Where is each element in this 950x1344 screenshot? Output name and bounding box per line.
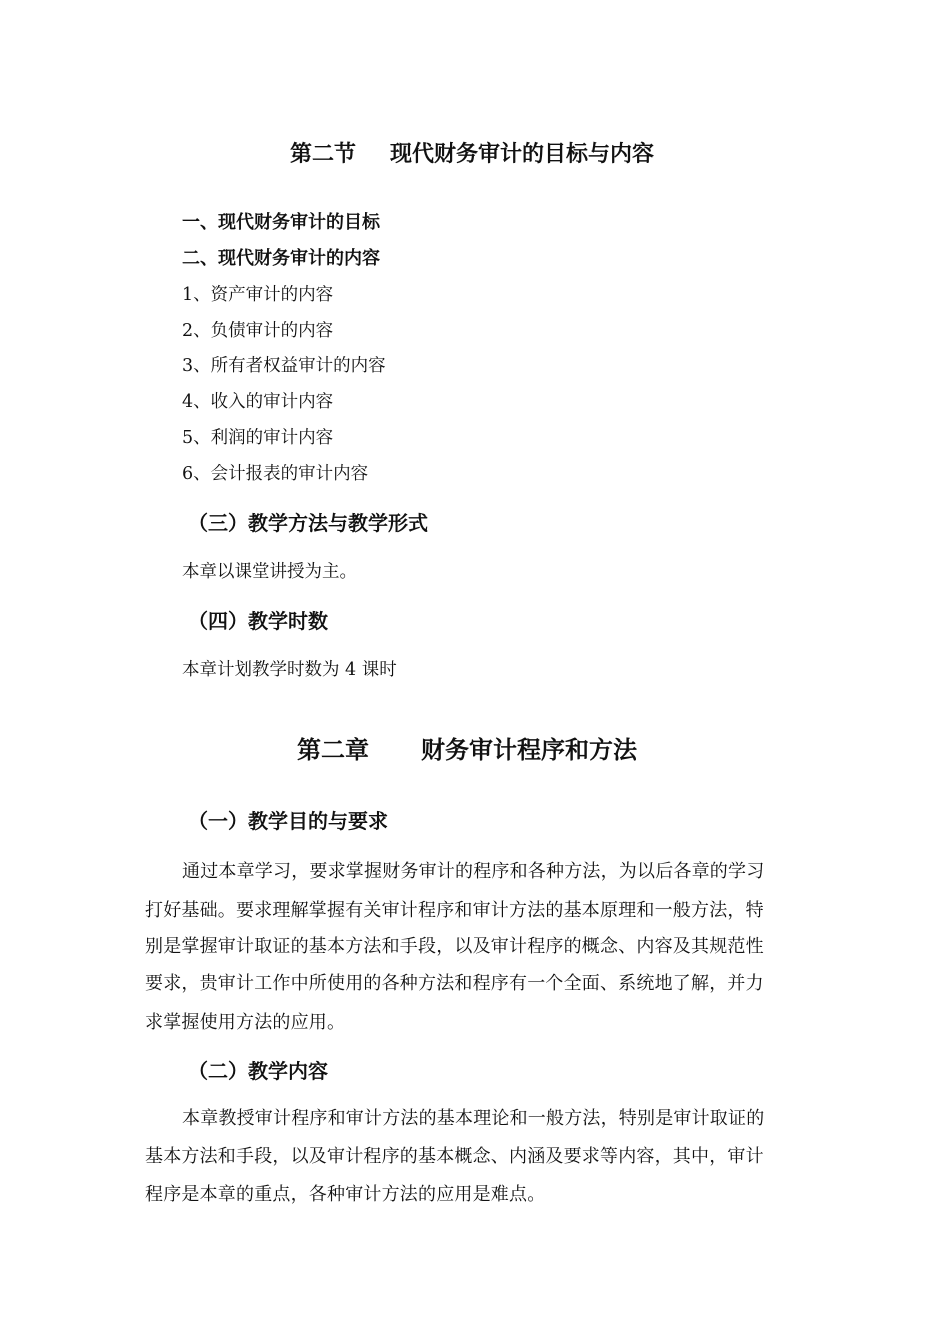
content-paragraph-line: 基本方法和手段，以及审计程序的基本概念、内涵及要求等内容，其中，审计 — [145, 1146, 764, 1167]
content-heading: （二）教学内容 — [188, 1059, 328, 1083]
goals-paragraph-line: 别是掌握审计取证的基本方法和手段，以及审计程序的概念、内容及其规范性 — [145, 936, 764, 957]
content-list-item: 5、利润的审计内容 — [182, 428, 334, 448]
content-list-item: 3、所有者权益审计的内容 — [182, 356, 386, 376]
content-list-item: 4、收入的审计内容 — [182, 392, 334, 412]
chapter-title — [297, 730, 637, 765]
teaching-method-text: 本章以课堂讲授为主。 — [182, 562, 357, 582]
goals-heading: （一）教学目的与要求 — [188, 809, 388, 833]
content-list-item: 6、会计报表的审计内容 — [182, 464, 369, 484]
outline-item: 一、现代财务审计的目标 — [182, 212, 380, 233]
chapter-number: 第二章 — [297, 735, 369, 764]
goals-paragraph-line: 通过本章学习，要求掌握财务审计的程序和各种方法，为以后各章的学习 — [182, 861, 765, 882]
content-list-item: 2、负债审计的内容 — [182, 321, 334, 341]
chapter-title-text: 财务审计程序和方法 — [421, 735, 637, 764]
goals-paragraph-line: 打好基础。要求理解掌握有关审计程序和审计方法的基本原理和一般方法，特 — [145, 900, 764, 921]
outline-item: 二、现代财务审计的内容 — [182, 248, 380, 269]
section-number: 第二节 — [290, 141, 357, 167]
section-title-text: 现代财务审计的目标与内容 — [390, 141, 655, 167]
goals-paragraph-line: 要求，贵审计工作中所使用的各种方法和程序有一个全面、系统地了解，并力 — [145, 973, 764, 994]
teaching-hours-text: 本章计划教学时数为 4 课时 — [182, 660, 397, 680]
goals-paragraph-line: 求掌握使用方法的应用。 — [145, 1012, 346, 1033]
teaching-method-heading: （三）教学方法与教学形式 — [188, 511, 428, 535]
content-paragraph-line: 程序是本章的重点，各种审计方法的应用是难点。 — [145, 1184, 546, 1205]
section-title — [290, 137, 654, 168]
content-paragraph-line: 本章教授审计程序和审计方法的基本理论和一般方法，特别是审计取证的 — [182, 1108, 765, 1129]
content-list-item: 1、资产审计的内容 — [182, 285, 334, 305]
teaching-hours-heading: （四）教学时数 — [188, 609, 328, 633]
